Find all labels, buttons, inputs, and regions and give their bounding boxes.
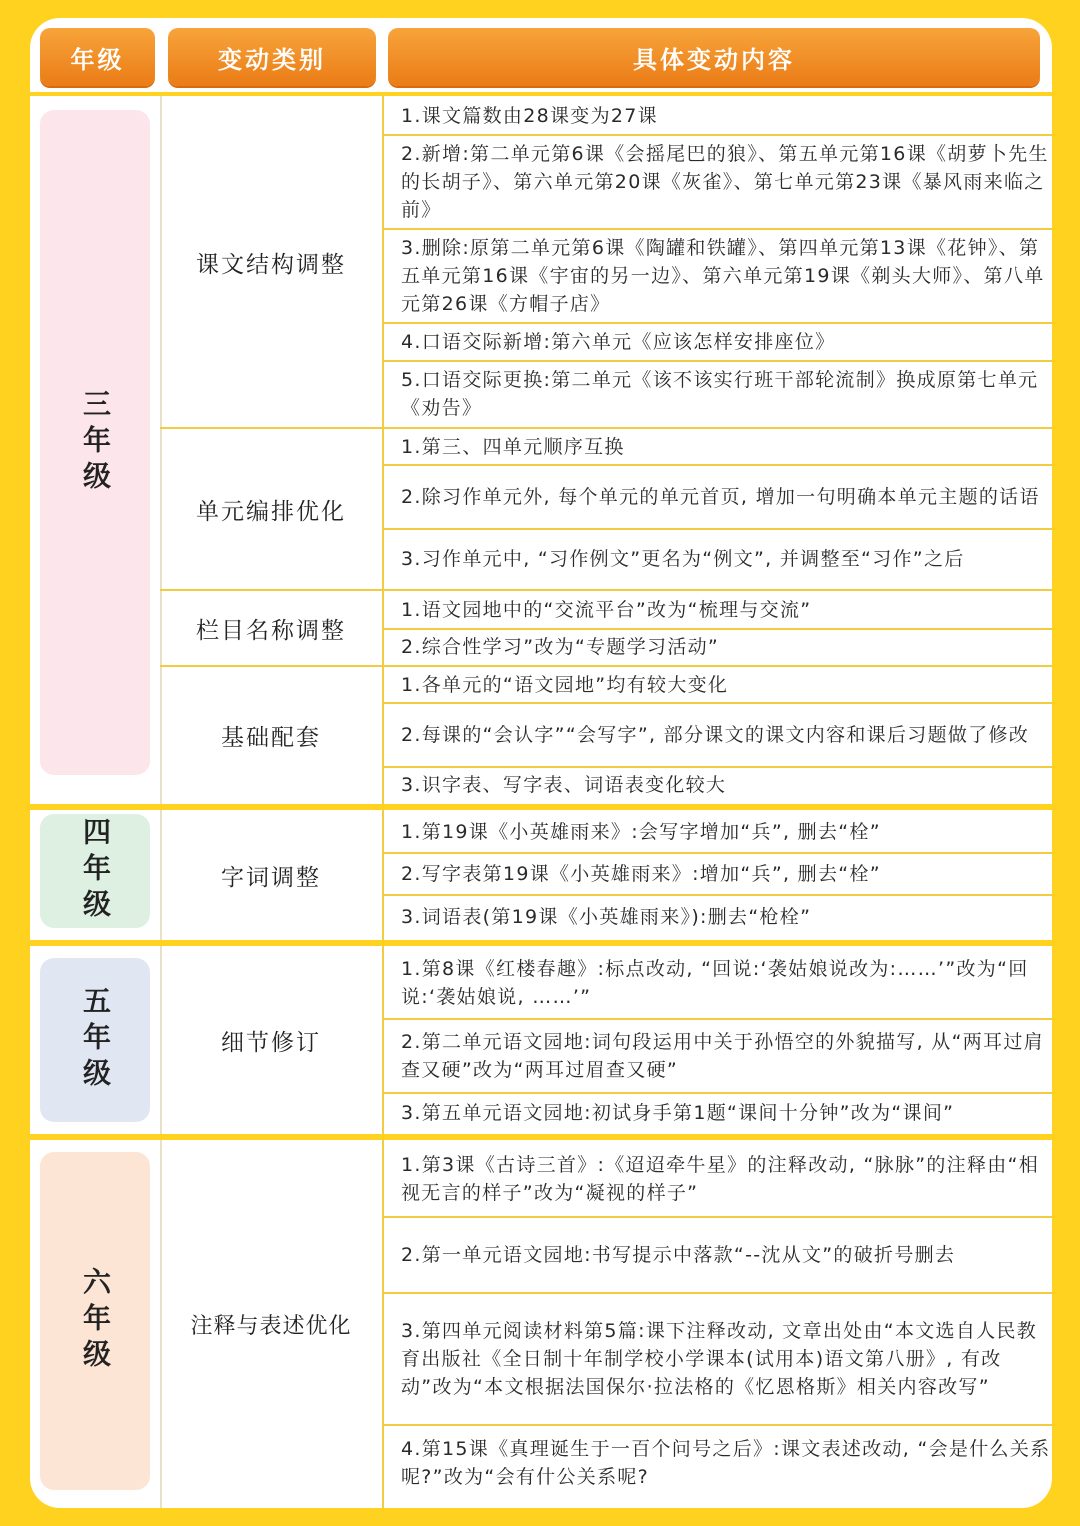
list-item: 2.第一单元语文园地:书写提示中落款“--沈从文”的破折号删去 [401, 1244, 956, 1266]
list-item: 2.综合性学习”改为“专题学习活动” [401, 636, 720, 658]
header-change-type: 变动类别 [168, 28, 376, 86]
category-basic-support: 基础配套 [221, 724, 321, 751]
list-item: 3.识字表、写字表、词语表变化较大 [401, 774, 727, 796]
list-item: 3.词语表(第19课《小英雄雨来》):删去“枪栓” [401, 906, 812, 928]
header-change-content: 具体变动内容 [388, 28, 1040, 86]
list-item: 1.语文园地中的“交流平台”改为“梳理与交流” [401, 599, 812, 621]
row-divider [160, 665, 1052, 667]
column-divider [382, 1140, 384, 1508]
category-unit-arrangement: 单元编排优化 [196, 498, 346, 525]
column-divider [382, 946, 384, 1134]
list-item: 3.第四单元阅读材料第5篇:课下注释改动, 文章出处由“本文选自人民教育出版社《全日制十年制学校小学课本(试用本)语文第八册》, 有改动”改为“本文根据法国保尔·拉法格的《忆恩格斯》相关内容改写” [401, 1320, 1038, 1398]
list-item: 4.口语交际新增:第六单元《应该怎样安排座位》 [401, 331, 836, 353]
list-item: 4.第15课《真理诞生于一百个问号之后》:课文表述改动, “会是什么关系呢?”改为“会有什公关系呢? [401, 1438, 1051, 1488]
category-detail-revision: 细节修订 [221, 1029, 321, 1056]
list-item: 3.删除:原第二单元第6课《陶罐和铁罐》、第四单元第13课《花钟》、第五单元第16课《宇宙的另一边》、第六单元第19课《剃头大师》、第八单元第26课《方帽子店》 [401, 237, 1045, 315]
row-divider [160, 589, 1052, 591]
header-grade: 年级 [40, 28, 155, 86]
row-divider [160, 427, 1052, 429]
list-item: 3.习作单元中, “习作例文”更名为“例文”, 并调整至“习作”之后 [401, 548, 965, 570]
list-item: 5.口语交际更换:第二单元《该不该实行班干部轮流制》换成原第七单元《劝告》 [401, 369, 1039, 419]
list-item: 2.除习作单元外, 每个单元的单元首页, 增加一句明确本单元主题的话语 [401, 486, 1040, 508]
category-text-structure: 课文结构调整 [196, 251, 346, 278]
list-item: 2.新增:第二单元第6课《会摇尾巴的狼》、第五单元第16课《胡萝卜先生的长胡子》、第六单元第20课《灰雀》、第七单元第23课《暴风雨来临之前》 [401, 143, 1049, 221]
list-item: 2.第二单元语文园地:词句段运用中关于孙悟空的外貌描写, 从“两耳过肩查又硬”改为“两耳过眉查又硬” [401, 1031, 1044, 1081]
list-item: 2.写字表第19课《小英雄雨来》:增加“兵”, 删去“栓” [401, 863, 881, 885]
list-item: 1.课文篇数由28课变为27课 [401, 105, 658, 127]
list-item: 2.每课的“会认字”“会写字”, 部分课文的课文内容和课后习题做了修改 [401, 724, 1030, 746]
grade-5-label: 五年级 [79, 986, 112, 1094]
column-divider [382, 810, 384, 940]
list-item: 1.第3课《古诗三首》:《迢迢牵牛星》的注释改动, “脉脉”的注释由“相视无言的样子”改为“凝视的样子” [401, 1154, 1040, 1204]
list-item: 1.第8课《红楼春趣》:标点改动, “回说:‘袭姑娘说改为:……’”改为“回说:‘袭姑娘说, ……’” [401, 958, 1029, 1008]
grade-3-cell [40, 110, 150, 775]
list-item: 3.第五单元语文园地:初试身手第1题“课间十分钟”改为“课间” [401, 1102, 955, 1124]
category-annotation-expression: 注释与表述优化 [190, 1313, 352, 1339]
list-item: 1.各单元的“语文园地”均有较大变化 [401, 674, 729, 696]
category-word-adjustment: 字词调整 [221, 864, 321, 891]
grade-4-label: 四年级 [79, 817, 112, 925]
column-divider [382, 96, 384, 804]
grade-6-cell [40, 1152, 150, 1490]
grade-4-cell [40, 814, 150, 928]
list-item: 1.第三、四单元顺序互换 [401, 436, 625, 458]
grade-6-label: 六年级 [79, 1267, 112, 1375]
grade-5-cell [40, 958, 150, 1122]
category-column-name: 栏目名称调整 [196, 617, 346, 644]
table-card [30, 18, 1052, 1508]
grade-3-label: 三年级 [79, 388, 112, 497]
list-item: 1.第19课《小英雄雨来》:会写字增加“兵”, 删去“栓” [401, 821, 881, 843]
